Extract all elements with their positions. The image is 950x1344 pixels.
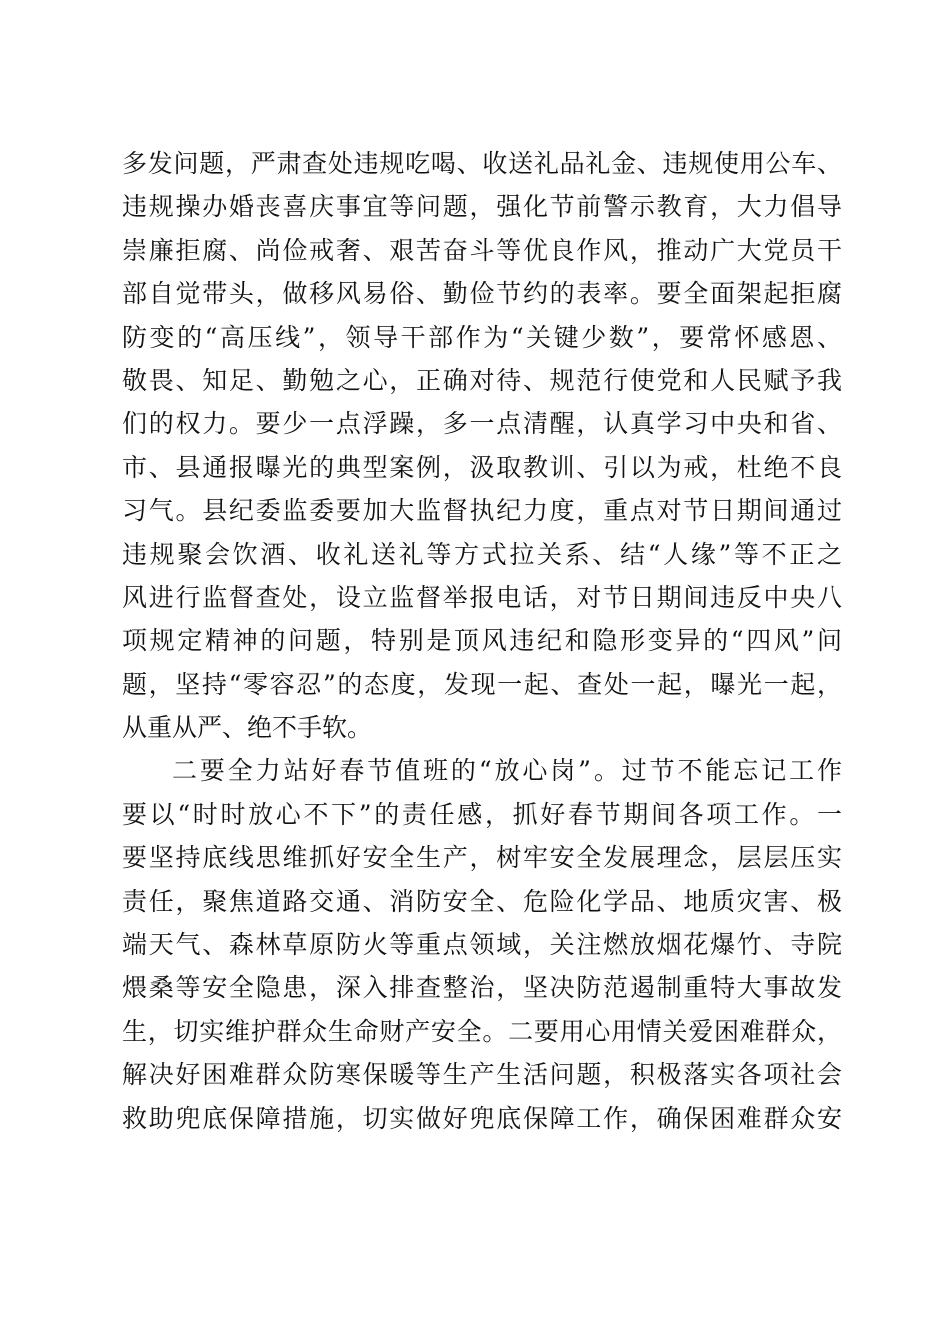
text-line: 违规操办婚丧喜庆事宜等问题，强化节前警示教育，大力倡导 xyxy=(122,192,842,222)
text-line: 习气。县纪委监委要加大监督执纪力度，重点对节日期间通过 xyxy=(122,496,842,526)
text-line: 防变的“高压线”，领导干部作为“关键少数”，要常怀感恩、 xyxy=(122,322,842,352)
text-line: 要坚持底线思维抓好安全生产，树牢安全发展理念，层层压实 xyxy=(122,843,842,873)
text-line: 解决好困难群众防寒保暖等生产生活问题，积极落实各项社会 xyxy=(122,1060,842,1090)
text-line: 煨桑等安全隐患，深入排查整治，坚决防范遏制重特大事故发 xyxy=(122,973,842,1003)
text-line: 救助兜底保障措施，切实做好兜底保障工作，确保困难群众安 xyxy=(122,1103,842,1133)
text-line: 敬畏、知足、勤勉之心，正确对待、规范行使党和人民赋予我 xyxy=(122,365,842,395)
text-line: 责任，聚焦道路交通、消防安全、危险化学品、地质灾害、极 xyxy=(122,886,842,916)
text-line: 端天气、森林草原防火等重点领域，关注燃放烟花爆竹、寺院 xyxy=(122,930,842,960)
text-line-first: 二要全力站好春节值班的“放心岗”。过节不能忘记工作 xyxy=(172,756,842,786)
text-line: 部自觉带头，做移风易俗、勤俭节约的表率。要全面架起拒腐 xyxy=(122,279,842,309)
text-line: 生，切实维护群众生命财产安全。二要用心用情关爱困难群众， xyxy=(122,1016,842,1046)
text-line: 项规定精神的问题，特别是顶风违纪和隐形变异的“四风”问 xyxy=(122,626,842,656)
paragraph-2 xyxy=(122,749,842,1140)
text-line: 风进行监督查处，设立监督举报电话，对节日期间违反中央八 xyxy=(122,582,842,612)
text-line: 市、县通报曝光的典型案例，汲取教训、引以为戒，杜绝不良 xyxy=(122,452,842,482)
paragraph-1 xyxy=(122,142,842,749)
text-line: 题，坚持“零容忍”的态度，发现一起、查处一起，曝光一起， xyxy=(122,669,842,699)
text-line: 崇廉拒腐、尚俭戒奢、艰苦奋斗等优良作风，推动广大党员干 xyxy=(122,235,842,265)
text-line-last: 从重从严、绝不手软。 xyxy=(122,713,373,743)
text-line: 要以“时时放心不下”的责任感，抓好春节期间各项工作。一 xyxy=(122,799,842,829)
text-line: 违规聚会饮酒、收礼送礼等方式拉关系、结“人缘”等不正之 xyxy=(122,539,842,569)
text-line: 多发问题，严肃查处违规吃喝、收送礼品礼金、违规使用公车、 xyxy=(122,149,842,178)
text-line: 们的权力。要少一点浮躁，多一点清醒，认真学习中央和省、 xyxy=(122,409,842,439)
document-body xyxy=(122,142,842,1140)
